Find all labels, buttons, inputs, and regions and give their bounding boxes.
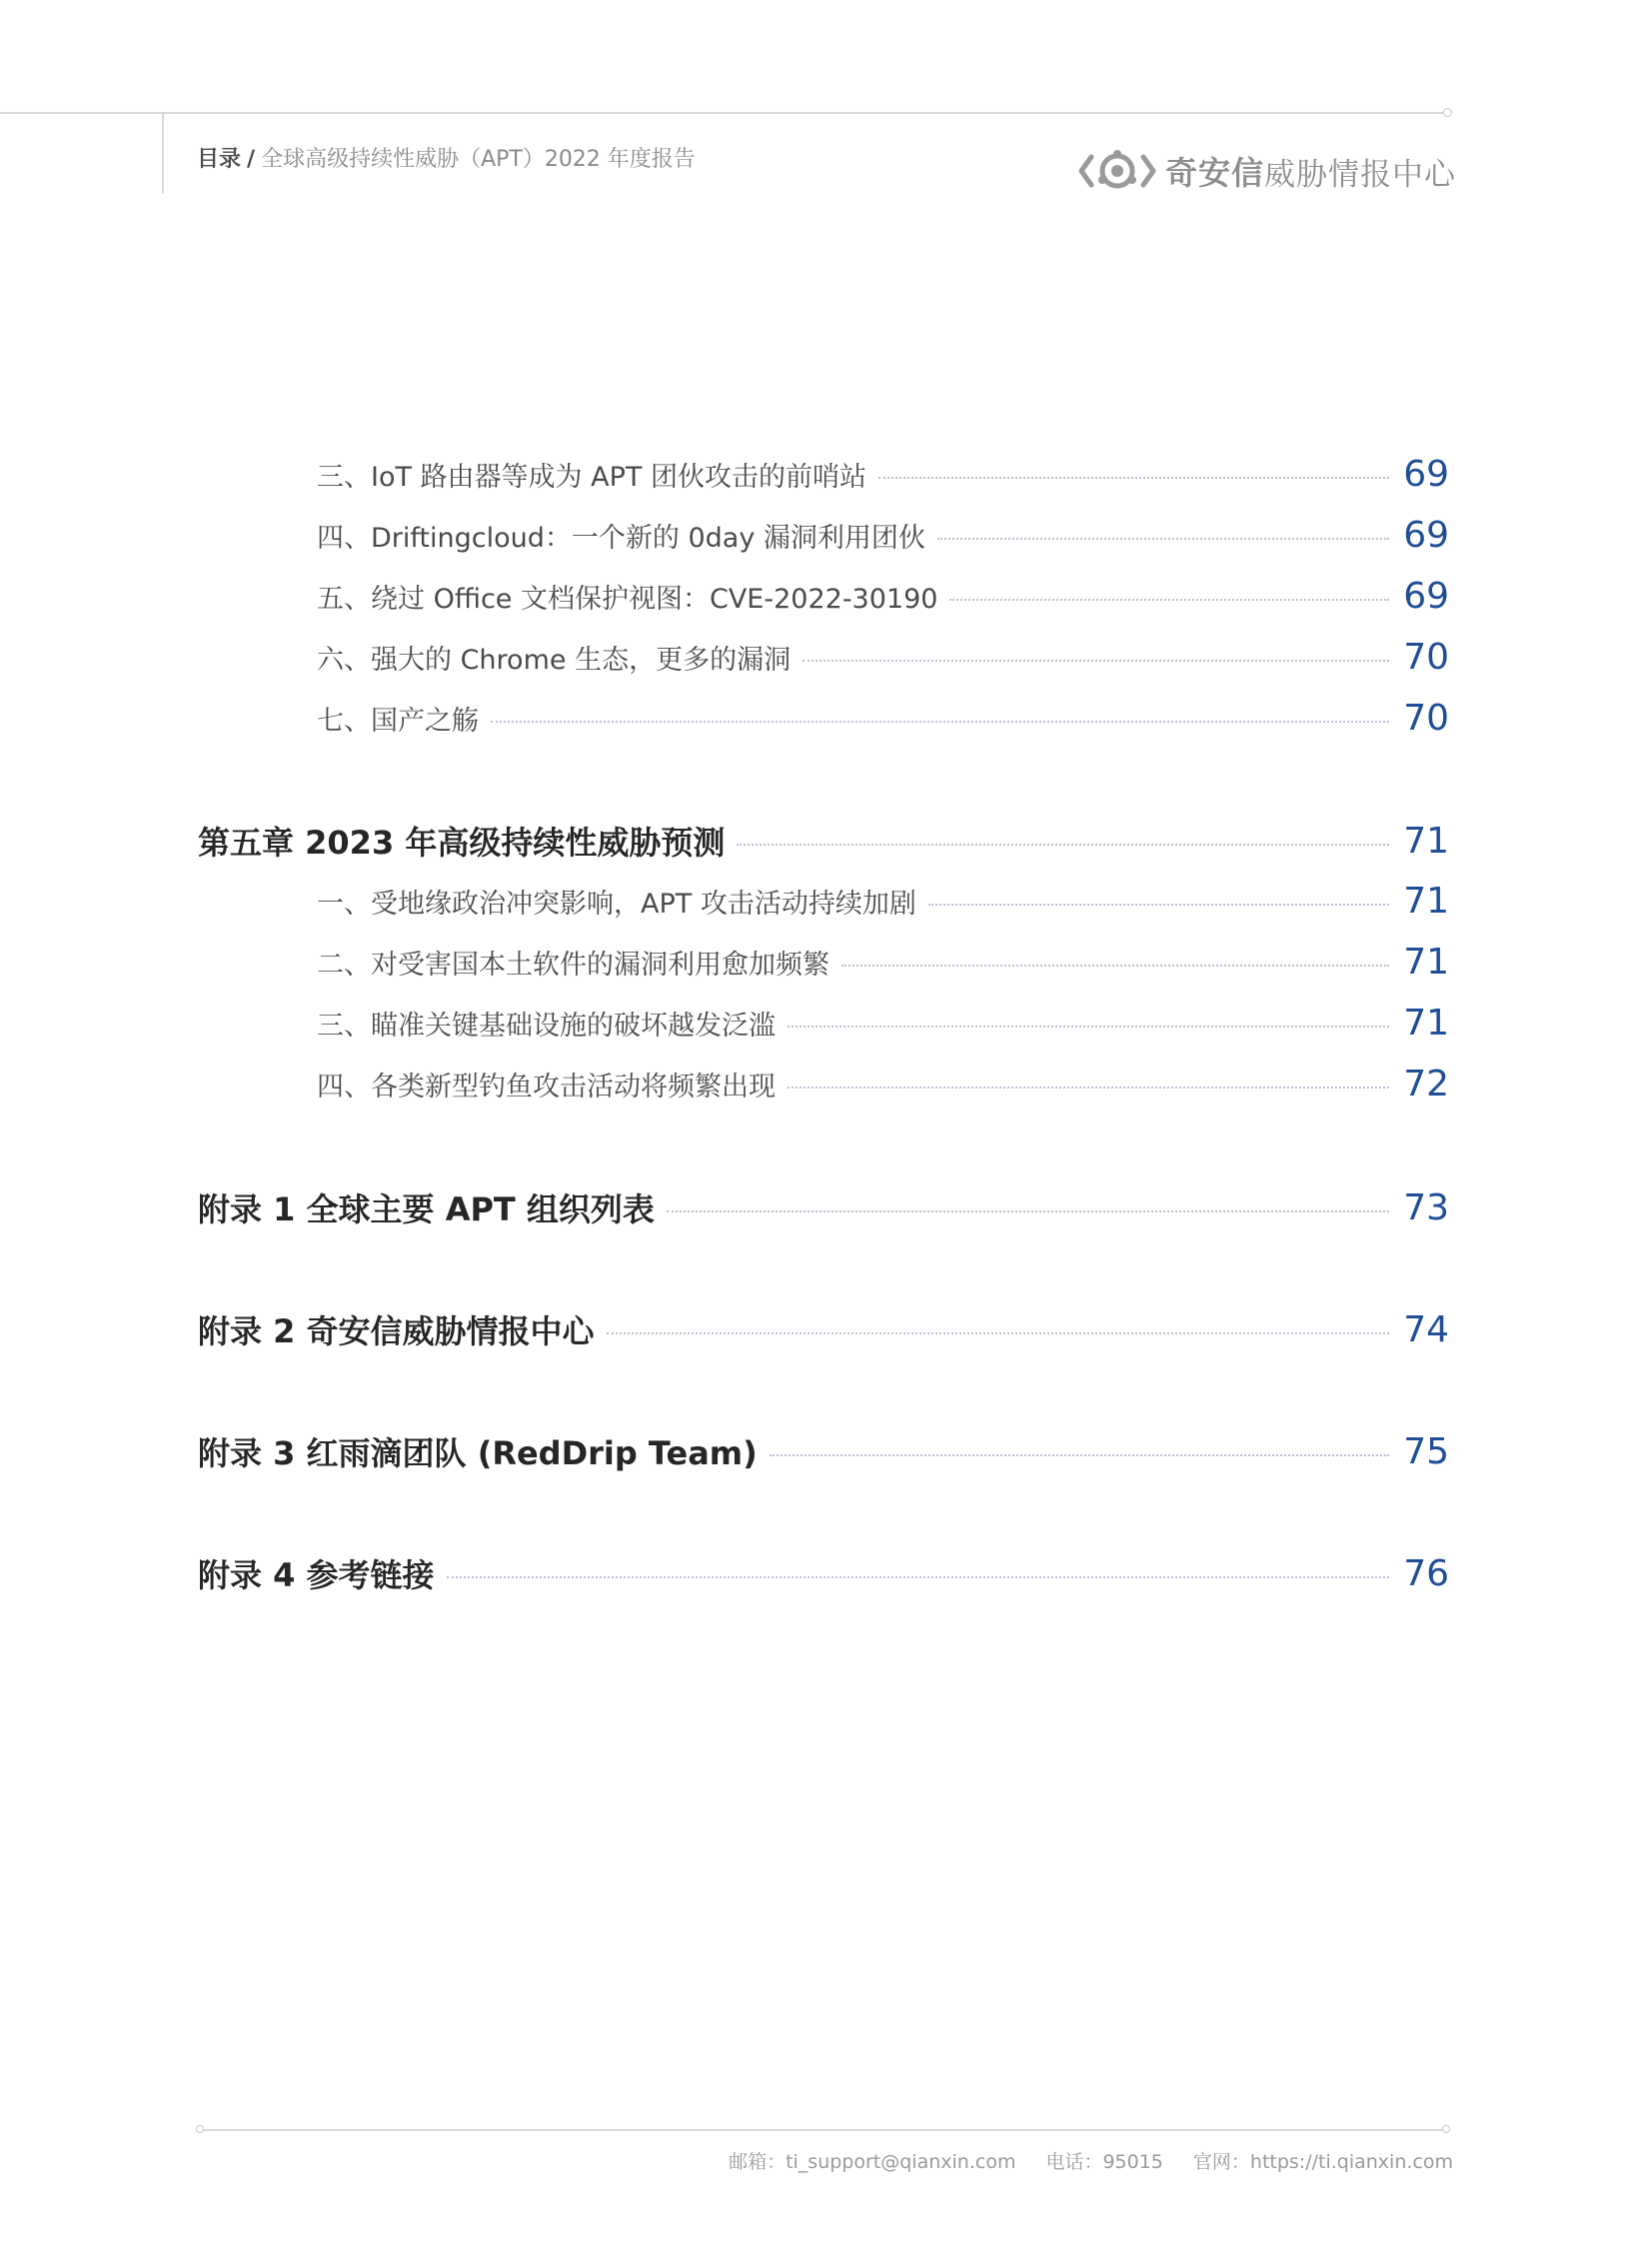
breadcrumb-report-title: 全球高级持续性威胁（APT）2022 年度报告 [261,147,696,172]
toc-dot-leader [878,477,1389,479]
footer-email[interactable]: 邮箱：ti_support@qianxin.com [729,2151,1016,2173]
toc-entry-title: 一、受地缘政治冲突影响，APT 攻击活动持续加剧 [317,888,916,920]
toc-dot-leader [803,660,1389,662]
toc-dot-leader [949,599,1389,601]
toc-appendix-title: 附录 3 红雨滴团队 (RedDrip Team) [198,1434,758,1472]
toc-appendix-entry[interactable] [198,1423,1449,1479]
toc-entry-title: 三、瞄准关键基础设施的破坏越发泛滥 [317,1010,776,1042]
toc-entry[interactable] [317,876,1449,926]
brand-subtitle: 威胁情报中心 [1264,156,1457,193]
toc-dot-leader [788,1026,1389,1028]
toc-page-number: 70 [1403,697,1449,739]
toc-dot-leader [770,1454,1389,1456]
footer-rule [200,2129,1444,2131]
toc-page-number: 75 [1403,1430,1449,1472]
toc-entry-title: 四、各类新型钓鱼攻击活动将频繁出现 [317,1071,776,1103]
footer-rule-end-dot [1442,2125,1450,2133]
toc-dot-leader [491,721,1389,723]
breadcrumb-current[interactable]: 目录 [197,147,242,172]
header-rule [0,112,1446,114]
toc-page-number: 76 [1403,1552,1449,1594]
header-divider [162,113,164,193]
qianxin-logo-icon [1077,149,1157,193]
toc-dot-leader [937,538,1389,540]
toc-entry-title: 三、IoT 路由器等成为 APT 团伙攻击的前哨站 [317,461,866,493]
toc-entry[interactable] [317,510,1449,560]
header-rule-end-dot [1443,108,1452,117]
toc-dot-leader [447,1576,1390,1578]
toc-entry[interactable] [317,632,1449,682]
toc-appendix-entry[interactable] [198,1545,1449,1601]
toc-dot-leader [667,1210,1389,1212]
footer-contact [729,2147,1453,2174]
toc-page-number: 74 [1403,1308,1449,1350]
toc-entry[interactable] [317,998,1449,1048]
toc-page-number: 69 [1403,453,1449,495]
toc-page-number: 71 [1403,941,1449,983]
toc-dot-leader [737,844,1389,846]
toc-entry-title: 六、强大的 Chrome 生态，更多的漏洞 [317,644,792,676]
footer-phone: 电话：95015 [1045,2151,1163,2173]
toc-dot-leader [928,904,1389,906]
toc-appendix-title: 附录 1 全球主要 APT 组织列表 [198,1190,655,1228]
brand-name: 奇安信 [1165,154,1265,192]
toc-appendix-entry[interactable] [198,1301,1449,1357]
toc-appendix-title: 附录 4 参考链接 [198,1556,435,1594]
toc-dot-leader [607,1332,1390,1334]
toc-page-number: 71 [1403,880,1449,922]
breadcrumb [197,145,696,175]
toc-entry[interactable] [317,937,1449,987]
toc-entry[interactable] [317,571,1449,621]
toc-page-number: 71 [1403,820,1449,862]
footer-website[interactable]: 官网：https://ti.qianxin.com [1192,2151,1453,2173]
toc-page-number: 69 [1403,514,1449,556]
toc-dot-leader [841,965,1389,967]
brand [1077,146,1456,196]
breadcrumb-separator: / [247,147,256,172]
toc-page-number: 71 [1403,1002,1449,1044]
toc-entry-title: 五、绕过 Office 文档保护视图：CVE-2022-30190 [317,583,938,615]
toc-chapter-title: 第五章 2023 年高级持续性威胁预测 [198,824,726,862]
toc-dot-leader [788,1087,1389,1089]
toc-entry[interactable] [317,449,1449,499]
toc-entry-title: 二、对受害国本土软件的漏洞利用愈加频繁 [317,949,829,981]
toc-page-number: 72 [1403,1063,1449,1105]
toc-appendix-entry[interactable] [198,1179,1449,1235]
toc-chapter-entry[interactable] [198,813,1449,869]
toc-entry[interactable] [317,693,1449,743]
toc-entry-title: 四、Driftingcloud：一个新的 0day 漏洞利用团伙 [317,522,925,554]
toc-entry[interactable] [317,1059,1449,1109]
toc-appendix-title: 附录 2 奇安信威胁情报中心 [198,1312,595,1350]
toc-page-number: 70 [1403,636,1449,678]
footer-rule-start-dot [196,2125,204,2133]
toc-page-number: 73 [1403,1186,1449,1228]
toc-entry-title: 七、国产之觞 [317,705,479,737]
toc-page-number: 69 [1403,575,1449,617]
